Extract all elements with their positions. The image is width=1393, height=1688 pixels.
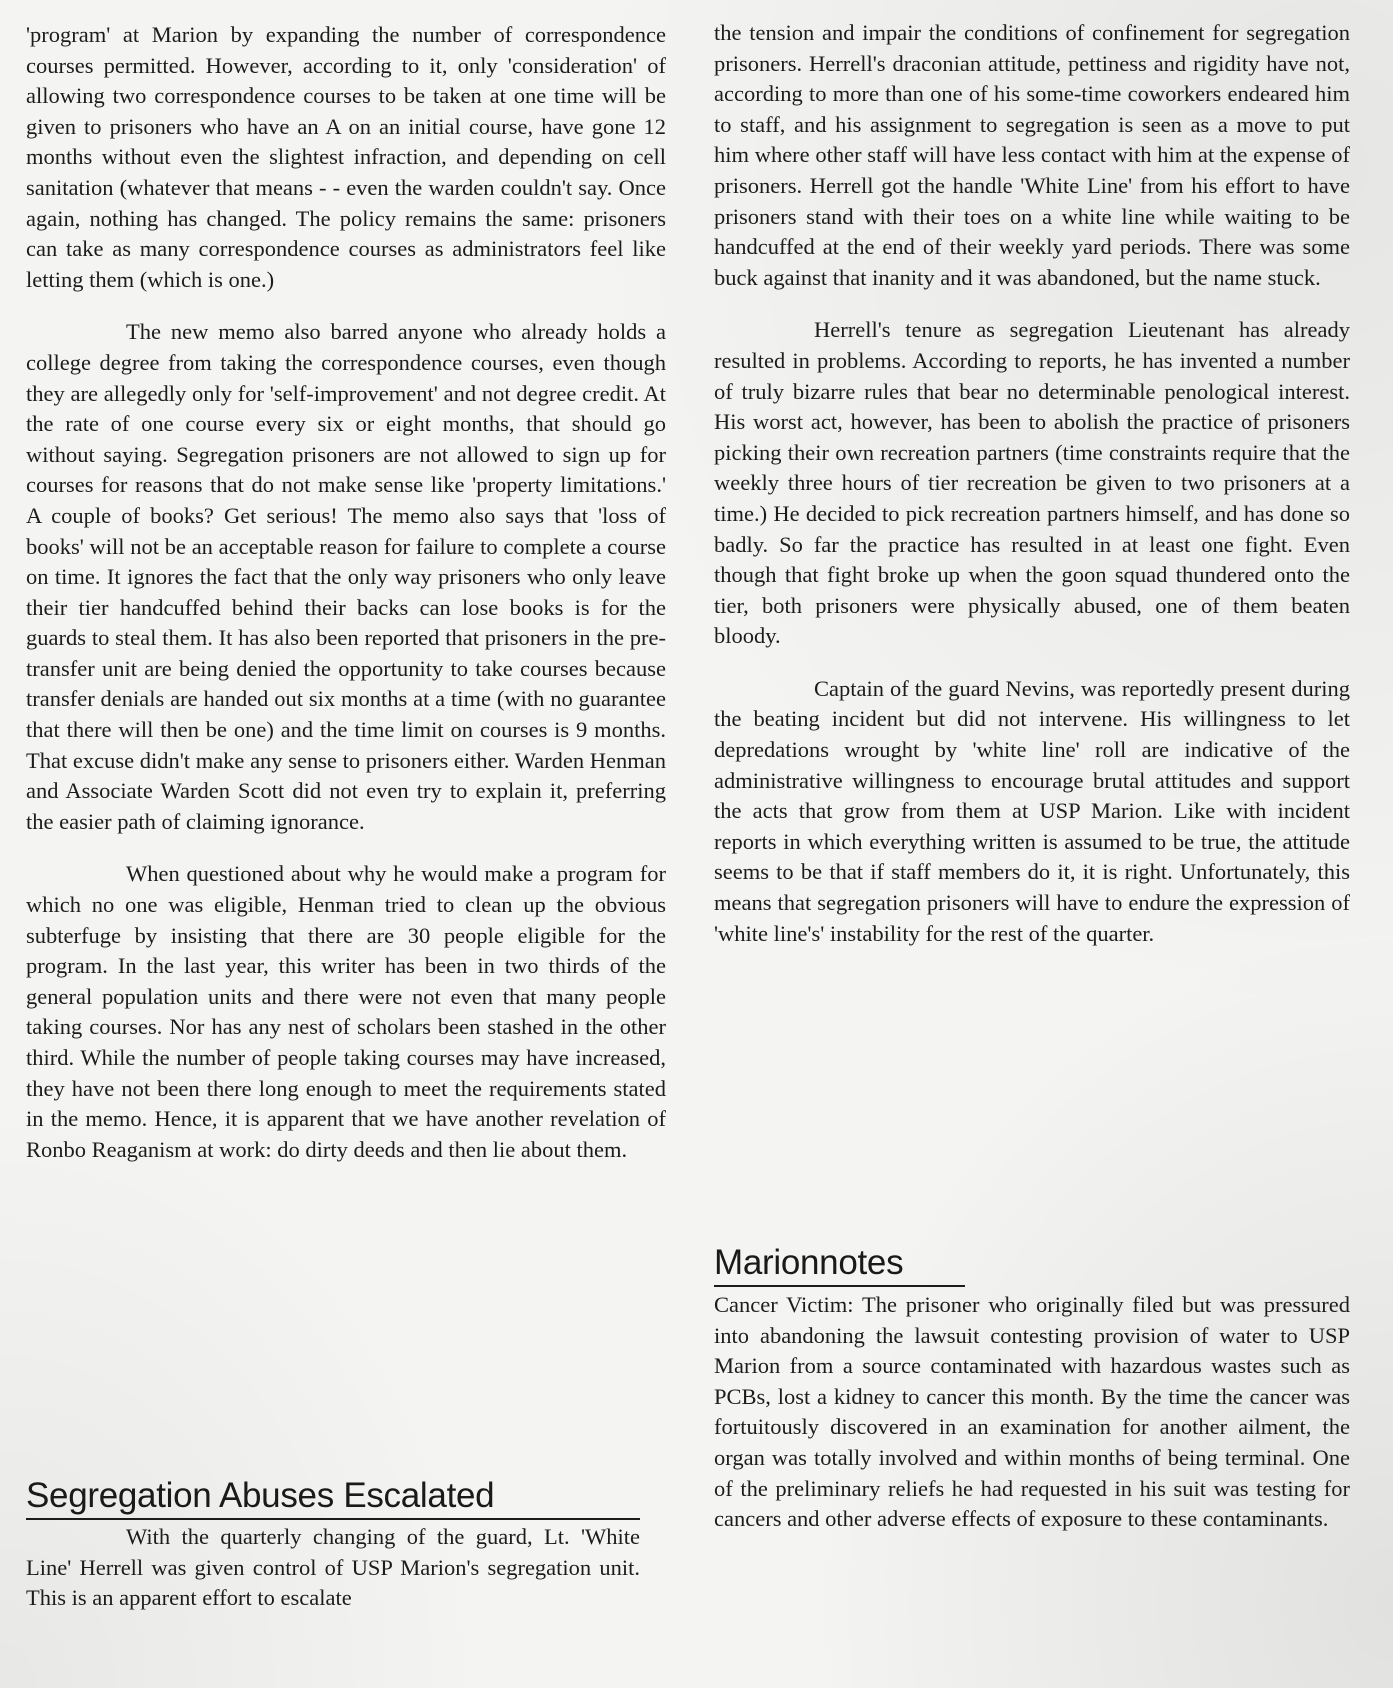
section-heading-segregation-abuses: Segregation Abuses Escalated [26,1476,640,1520]
article-paragraph-new-memo: The new memo also barred anyone who already holds a college degree from taking the correspondence courses, even though they are allegedly only for 'self-improvement' and not degree credit. At the rate of one course every six or eight months, that should go without saying. Segregation prisoners are not allowed to sign up for courses for reasons that do not make sense like 'property limitations.' A couple of books? Get serious! The memo also says that 'loss of books' will not be an acceptable reason for failure to complete a course on time. It ignores the fact that the only way prisoners who only leave their tier handcuffed behind their backs can lose books is for the guards to steal them. It has also been reported that prisoners in the pre-transfer unit are being denied the opportunity to take courses because transfer denials are handed out six months at a time (with no guarantee that there will then be one) and the time limit on courses is 9 months. That excuse didn't make any sense to prisoners either. Warden Henman and Associate Warden Scott did not even try to explain it, preferring the easier path of claiming ignorance. [26,319,666,834]
marionnotes-body [714,1290,1350,1535]
note-cancer-victim [714,1290,1350,1535]
segregation-section [26,1476,640,1614]
article-paragraph-continued: 'program' at Marion by expanding the number of correspondence courses permitted. However, according to it, only 'consideration' of allowing two correspondence courses to be taken at one time will be given to prisoners who have an A on an initial course, have gone 12 months without even the slightest infraction, and depending on cell sanitation (whatever that means - - even the warden couldn't say. Once again, nothing has changed. The policy remains the same: prisoners can take as many correspondence courses as administrators feel like letting them (which is one.) [26,22,666,292]
article-paragraph-herrell-tenure: Herrell's tenure as segregation Lieutenant has already resulted in problems. According to reports, he has invented a number of truly bizarre rules that bear no determinable penological interest. His worst act, however, has been to abolish the practice of prisoners picking their own recreation partners (time constraints require that the weekly three hours of tier recreation be given to two prisoners at a time.) He decided to pick recreation partners himself, and has done so badly. So far the practice has resulted in at least one fight. Even though that fight broke up when the goon squad thundered onto the tier, both prisoners were physically abused, one of them beaten bloody. [714,317,1350,649]
segregation-intro-paragraph: With the quarterly changing of the guard, Lt. 'White Line' Herrell was given control of USP Marion's segregation unit. This is an apparent effort to escalate [26,1524,640,1611]
article-paragraph-herrell-attitude: the tension and impair the conditions of confinement for segregation prisoners. Herrell's draconian attitude, pettiness and rigidity have not, according to more than one of his some-time coworkers endeared him to staff, and his assignment to segregation is seen as a move to put him where other staff will have less contact with him at the expense of prisoners. Herrell got the handle 'White Line' from his effort to have prisoners stand with their toes on a white line while waiting to be handcuffed at the end of their weekly yard periods. There was some buck against that inanity and it was abandoned, but the name stuck. [714,20,1350,290]
section-heading-marionnotes: Marionnotes [714,1243,965,1287]
left-column [26,20,666,1165]
article-paragraph-captain-nevins: Captain of the guard Nevins, was reportedly present during the beating incident but did not intervene. His willingness to let depredations wrought by 'white line' roll are indicative of the administrative willingness to encourage brutal attitudes and support the acts that grow from them at USP Marion. Like with incident reports in which everything written is assumed to be true, the attitude seems to be that if staff members do it, it is right. Unfortunately, this means that segregation prisoners will have to endure the expression of 'white line's' instability for the rest of the quarter. [714,675,1350,946]
right-column [714,18,1350,949]
note-text: The prisoner who originally filed but was pressured into abandoning the lawsuit contesting provision of water to USP Marion from a source contaminated with hazardous wastes such as PCBs, lost a kidney to cancer this month. By the time the cancer was fortuitously discovered in an examination for another ailment, the organ was totally involved and within months of being terminal. One of the preliminary reliefs he had requested in his suit was testing for cancers and other adverse effects of exposure to these contaminants. [714,1292,1351,1532]
note-label: Cancer Victim: [714,1292,854,1317]
marionnotes-section [714,1243,965,1287]
article-paragraph-henman: When questioned about why he would make a program for which no one was eligible, Henman tried to clean up the obvious subterfuge by insisting that there are 30 people eligible for the program. In the last year, this writer has been in two thirds of the general population units and there were not even that many people taking courses. Nor has any nest of scholars been stashed in the other third. While the number of people taking courses may have increased, they have not been there long enough to meet the requirements stated in the memo. Hence, it is apparent that we have another revelation of Ronbo Reaganism at work: do dirty deeds and then lie about them. [26,861,666,1162]
